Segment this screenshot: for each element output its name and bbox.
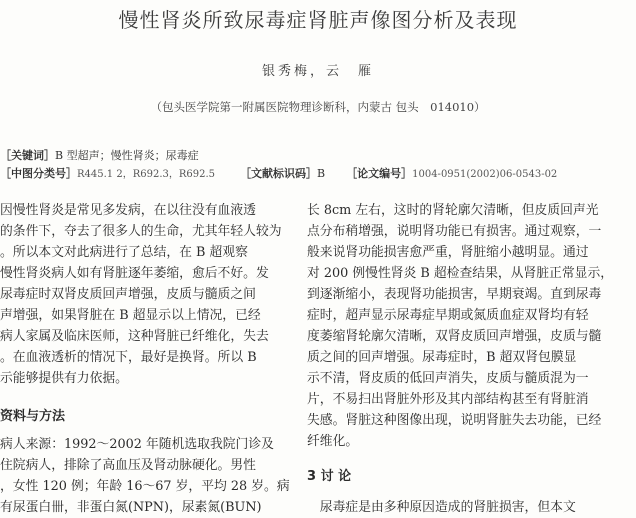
doc-code-label: ［文献标识码］ [240, 167, 318, 180]
text-line: 住院病人，排除了高血压及肾动脉硬化。男性 [0, 458, 256, 473]
text-line: 质之间的回声增强。尿毒症时，B 超双肾包膜显 [307, 350, 577, 365]
article-affiliation: （包头医学院第一附属医院物理诊断科，内蒙古 包头 014010） [150, 100, 486, 114]
text-line: 。所以本文对此病进行了总结，在 B 超观察 [0, 245, 248, 260]
text-line: 病人来源：1992～2002 年随机选取我院门诊及 [0, 437, 274, 452]
keywords-value: B 型超声；慢性肾炎；尿毒症 [55, 149, 199, 162]
text-line: 的条件下，夺去了很多人的生命，尤其年轻人较为 [0, 224, 282, 239]
article-no-value: 1004-0951(2002)06-0543-02 [412, 169, 558, 180]
text-line: ，女性 120 例；年龄 16～67 岁，平均 28 岁。病 [0, 479, 290, 494]
keywords-line [0, 147, 199, 163]
article-title: 慢性肾炎所致尿毒症肾脏声像图分析及表现 [118, 8, 518, 32]
text-line: 。在血液透析的情况下，最好是换肾。所以 B [0, 350, 257, 365]
text-line: 尿毒症时双肾皮质回声增强，皮质与髓质之间 [0, 287, 256, 302]
section-heading-discussion: 3 讨 论 [307, 469, 352, 484]
text-line: 片，不易扫出肾脏外形及其内部结构甚至有肾脏消 [307, 392, 589, 407]
text-line: 因慢性肾炎是常见多发病，在以往没有血液透 [0, 203, 256, 218]
text-line: 失感。肾脏这种图像出现，说明肾脏失去功能，已经 [307, 413, 602, 428]
article-authors: 银秀梅，云 雁 [261, 64, 374, 79]
right-column [307, 200, 636, 518]
text-line: 纤维化。 [307, 434, 359, 449]
text-line: 对 200 例慢性肾炎 B 超检查结果，从肾脏正常显示， [307, 266, 614, 281]
text-line: 到逐渐缩小，表现肾功能损害，早期衰竭。直到尿毒 [307, 287, 602, 302]
text-line: 尿毒症是由多种原因造成的肾脏损害，但本文 [307, 500, 576, 515]
text-line: 点分布稍增强，说明肾功能已有损害。通过观察，一 [307, 224, 602, 239]
keywords-label: ［关键词］ [0, 149, 55, 162]
text-line: 症时，超声显示尿毒症早期或氮质血症双肾均有轻 [307, 308, 589, 323]
article-no-label: ［论文编号］ [346, 167, 413, 180]
text-line: 长 8cm 左右，这时的肾轮廓欠清晰，但皮质回声光 [307, 203, 599, 218]
clc-label: ［中图分类号］ [0, 167, 77, 180]
text-line: 声增强，如果肾脏在 B 超显示以上情况，已经 [0, 308, 261, 323]
text-line: 般来说肾功能损害愈严重，肾脏缩小越明显。通过 [307, 245, 589, 260]
text-line: 病人家属及临床医师，这种肾脏已纤维化，失去 [0, 329, 269, 344]
section-heading-methods: 资料与方法 [0, 409, 66, 424]
text-line: 有尿蛋白卌，非蛋白氮(NPN)，尿素氮(BUN) [0, 500, 262, 515]
classification-line [0, 165, 557, 181]
text-line: 慢性肾炎病人如有肾脏逐年萎缩，愈后不好。发 [0, 266, 269, 281]
doc-code-value: B [317, 167, 326, 180]
text-line: 示不清，肾皮质的低回声消失，皮质与髓质混为一 [307, 371, 589, 386]
text-line: 示能够提供有力依据。 [0, 371, 128, 386]
clc-value: R445.1 2，R692.3，R692.5 [77, 169, 216, 180]
left-column [0, 200, 292, 518]
text-line: 度萎缩肾轮廓欠清晰，双肾皮质回声增强，皮质与髓 [307, 329, 602, 344]
